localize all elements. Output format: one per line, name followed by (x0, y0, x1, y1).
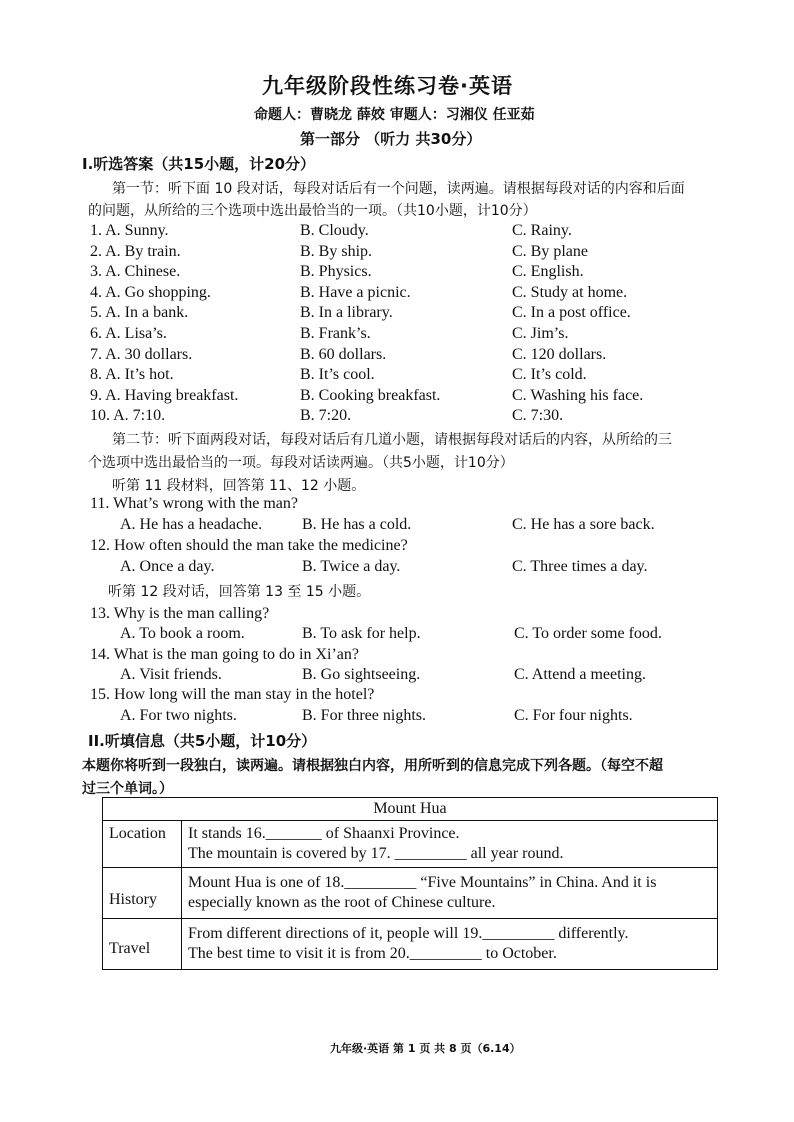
option-c: C. English. (512, 263, 584, 281)
option-b: B. Physics. (300, 263, 372, 281)
history-content (182, 868, 718, 919)
option-b: B. 7:20. (300, 407, 352, 425)
q11-option-a: A. He has a headache. (120, 516, 263, 533)
option-b: B. Have a picnic. (300, 283, 411, 301)
question-row (0, 304, 794, 324)
history-line-18: Mount Hua is one of 18._________ “Five Mountains” in China. And it is (188, 874, 657, 891)
q15-option-b: B. For three nights. (302, 707, 426, 724)
section1-instructions-line2: 的问题，从所给的三个选项中选出最恰当的一项。（共10小题，计10分） (88, 203, 537, 219)
option-a: 6. A. Lisa’s. (90, 325, 167, 342)
travel-line-20: The best time to visit it is from 20._________ to October. (188, 945, 557, 962)
option-a: 4. A. Go shopping. (90, 283, 211, 301)
option-b: B. Frank’s. (300, 325, 371, 342)
option-b: B. 60 dollars. (300, 345, 387, 363)
question-row (0, 284, 794, 304)
table-header-row (103, 798, 718, 821)
section2-instructions-line1: 本题你将听到一段独白，读两遍。请根据独白内容，用所听到的信息完成下列各题。（每空不超 (82, 758, 663, 774)
q11-option-c: C. He has a sore back. (512, 516, 655, 533)
section1-instructions-line1: 第一节：听下面 10 段对话，每段对话后有一个问题，读两遍。请根据每段对话的内容和后面 (112, 181, 685, 197)
question-row (0, 366, 794, 386)
page-footer: 九年级·英语 第 1 页 共 8 页（6.14） (330, 1042, 521, 1055)
section1-heading: I.听选答案（共15小题，计20分） (82, 155, 316, 173)
option-a: 8. A. It’s hot. (90, 366, 174, 384)
section1-part2-instructions-line1: 第二节：听下面两段对话，每段对话后有几道小题，请根据每段对话后的内容，从所给的三 (112, 432, 672, 448)
question-row (0, 263, 794, 283)
section1-part2-instructions-line2: 个选项中选出最恰当的一项。每段对话读两遍。（共5小题，计10分） (88, 455, 514, 471)
question-row (0, 346, 794, 366)
history-label: History (103, 868, 182, 919)
option-c: C. By plane (512, 242, 588, 260)
question-row (0, 243, 794, 263)
q13-option-a: A. To book a room. (120, 625, 245, 642)
q15-option-c: C. For four nights. (514, 707, 633, 724)
option-b: B. By ship. (300, 242, 373, 260)
q13-stem: 13. Why is the man calling? (90, 605, 270, 622)
option-c: C. Study at home. (512, 283, 628, 301)
q11-stem: 11. What’s wrong with the man? (90, 495, 298, 512)
option-c: C. Washing his face. (512, 386, 644, 404)
page-title: 九年级阶段性练习卷·英语 (262, 74, 513, 98)
material-12-note: 听第 12 段对话，回答第 13 至 15 小题。 (108, 584, 371, 600)
option-c: C. Jim’s. (512, 325, 569, 342)
travel-content (182, 919, 718, 970)
question-row (0, 387, 794, 407)
table-row-history (103, 868, 718, 919)
material-11-note: 听第 11 段材料，回答第 11、12 小题。 (112, 478, 366, 494)
authors-line: 命题人：曹晓龙 薛姣 审题人：习湘仪 任亚茹 (254, 107, 535, 123)
option-b: B. In a library. (300, 304, 393, 322)
option-b: B. It’s cool. (300, 366, 375, 384)
question-row (0, 407, 794, 427)
question-row (0, 325, 794, 345)
q15-stem: 15. How long will the man stay in the hotel? (90, 686, 375, 703)
option-a: 10. A. 7:10. (90, 407, 166, 425)
q14-option-a: A. Visit friends. (120, 666, 222, 683)
option-a: 5. A. In a bank. (90, 304, 189, 322)
q13-option-c: C. To order some food. (514, 625, 662, 642)
table-row-travel (103, 919, 718, 970)
part-title: 第一部分 （听力 共30分） (300, 130, 482, 148)
option-c: C. 7:30. (512, 407, 564, 425)
history-line-culture: especially known as the root of Chinese culture. (188, 894, 496, 911)
q14-option-b: B. Go sightseeing. (302, 666, 421, 683)
location-line-17: The mountain is covered by 17. _________ all year round. (188, 845, 564, 862)
option-a: 9. A. Having breakfast. (90, 386, 239, 404)
table-row-location (103, 821, 718, 868)
section2-instructions-line2: 过三个单词。） (82, 781, 173, 797)
option-b: B. Cloudy. (300, 222, 369, 239)
travel-label: Travel (103, 919, 182, 970)
q12-option-b: B. Twice a day. (302, 558, 401, 575)
location-content (182, 821, 718, 868)
option-c: C. Rainy. (512, 222, 572, 239)
q14-option-c: C. Attend a meeting. (514, 666, 646, 683)
travel-line-19: From different directions of it, people will 19._________ differently. (188, 925, 629, 942)
option-a: 2. A. By train. (90, 242, 181, 260)
q12-option-a: A. Once a day. (120, 558, 215, 575)
option-c: C. It’s cold. (512, 366, 587, 384)
mount-hua-table (102, 797, 718, 970)
option-a: 1. A. Sunny. (90, 222, 169, 239)
option-a: 7. A. 30 dollars. (90, 345, 193, 363)
q11-option-b: B. He has a cold. (302, 516, 412, 533)
q12-stem: 12. How often should the man take the medicine? (90, 537, 408, 554)
option-b: B. Cooking breakfast. (300, 386, 441, 404)
section2-heading: II.听填信息（共5小题，计10分） (88, 732, 317, 750)
table-title: Mount Hua (103, 798, 718, 821)
option-c: C. 120 dollars. (512, 345, 607, 363)
location-label: Location (103, 821, 182, 868)
option-c: C. In a post office. (512, 304, 631, 322)
question-row (0, 222, 794, 242)
q13-option-b: B. To ask for help. (302, 625, 421, 642)
q15-option-a: A. For two nights. (120, 707, 237, 724)
option-a: 3. A. Chinese. (90, 263, 181, 281)
q14-stem: 14. What is the man going to do in Xi’an? (90, 646, 359, 663)
q12-option-c: C. Three times a day. (512, 558, 648, 575)
location-line-16: It stands 16._______ of Shaanxi Province. (188, 825, 460, 842)
